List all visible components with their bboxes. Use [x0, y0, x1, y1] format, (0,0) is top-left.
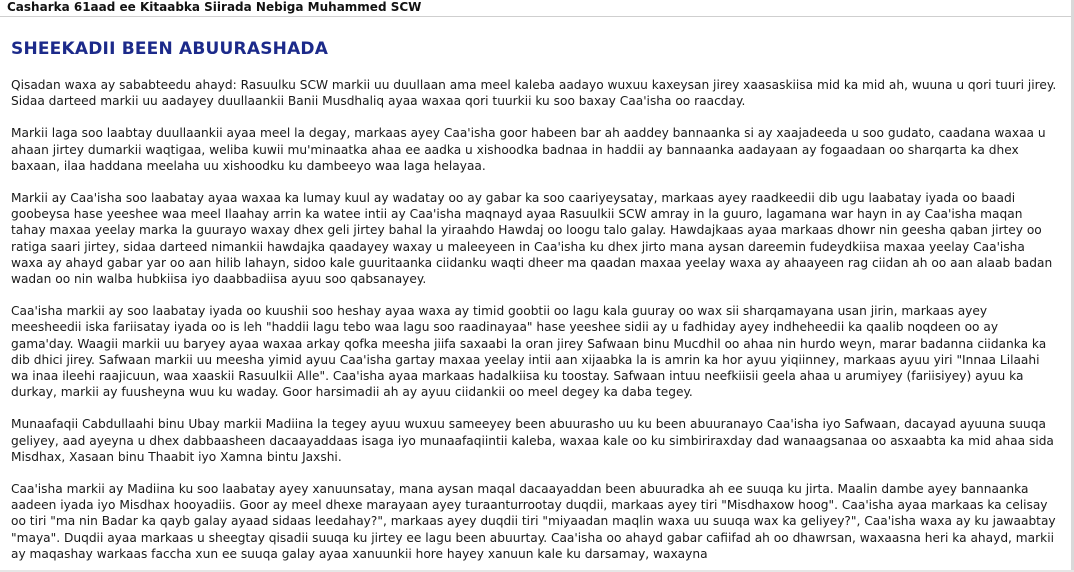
article-paragraph-2: Markii laga soo laabtay duullaankii ayaa meel la degay, markaas ayey Caa'isha goor habeen bar ah aaddey bannaanka si ay xaajadeeda u soo gudato, caadana waxaa u ahaan jirtey dumarkii waqtigaa, weliba kuwii mu'minaatka ahaa ee aadka u xishoodka badnaa in haddii ay bannaanka aadayaan ay fogaadaan oo sharqarta ka dhex baxaan, ilaa haddana meelaha uu xishoodku ku dambeeyo waa laga helayaa.: [11, 126, 1046, 173]
page-header-title: Casharka 61aad ee Kitaabka Siirada Nebiga Muhammed SCW: [7, 0, 422, 14]
article-paragraph-3: Markii ay Caa'isha soo laabatay ayaa waxaa ka lumay kuul ay wadatay oo ay gabar ka soo caariyeysatay, markaas ayey raadkeedii dib ugu laabatay iyada oo baadi goobeysa hase yeeshee waa meel Ilaahay arrin ka watee intii ay Caa'isha maqnayd ayaa Rasuulkii SCW amray in la guuro, lagamana war hayn in ay Caa'isha maqan tahay maxaa yeelay marka la guurayo waxay dhex geli jirtey bahal la yiraahdo Hawdaj oo loogu talo galay. Hawdajkaas ayaa markaas dhowr nin geesha qaban jirtey oo ratiga saari jirtey, sidaa darteed nimankii hawdajka qaadayey waxay u maleeyeen in Caa'isha ku dhex jirto mana aysan dareemin fudeydkiisa maxaa yeelay Caa'isha waxa ay ahayd gabar yar oo aan hilib lahayn, sidoo kale guuritaanka ciidanku waqti dheer ma qaadan maxaa yeelay waxa ay ahaayeen rag ciidan ah oo aan alaab badan wadan oo nin walba hubkiisa iyo daabbadiisa ayuu soo qabsanayey.: [11, 191, 1053, 287]
article-heading: SHEEKADII BEEN ABUURASHADA: [11, 39, 329, 59]
article-paragraph-5: Munaafaqii Cabdullaahi binu Ubay markii Madiina la tegey ayuu wuxuu sameeyey been abuurasho uu ku been abuuranayo Caa'isha iyo Safwaan, dacayad ayuuna suuqa geliyey, aad ayeyna u dhex dabbaasheen dacaayaddaas isaga iyo munaafaqiintii kaleba, waxaa kale oo ku simbiriraxday dad wanaagsanaa oo asxaabta ka mid ahaa sida Misdhax, Xasaan binu Thaabit iyo Xamna bintu Jaxshi.: [11, 417, 1054, 464]
article: [11, 38, 1059, 572]
article-paragraph-4: Caa'isha markii ay soo laabatay iyada oo kuushii soo heshay ayaa waxa ay timid goobtii oo lagu kala guuray oo wax sii sharqamayana usan jirin, markaas ayey meesheedii iska fariisatay iyada oo is leh "haddii lagu tebo waa lagu soo raadinayaa" hase yeeshee sidii ay u fadhiday ayey indheheedii ka qaalib noqdeen oo ay gama'day. Waagii markii uu baryey ayaa waxaa arkay qofka meesha jiifa saxaabi la oran jirey Safwaan binu Mucdhil oo ahaa nin hurdo weyn, marar badanna ciidanka ka dib dhici jirey. Safwaan markii uu meesha yimid ayuu Caa'isha gartay maxaa yeelay intii aan xijaabka la is amrin ka hor ayuu yiqiinney, markaas ayuu yiri "Innaa Lilaahi wa inaa ileehi raajicuun, waa xaaskii Rasuulkii Alle". Caa'isha ayaa markaas hadalkiisa ku toostay. Safwaan intuu neefkiisii geela ahaa u arumiyey (fariisiyey) ayuu ka durkay, markii ay fuusheyna wuu ku waday. Goor harsimadii ah ay ayuu ciidankii oo meel degey ka daba tegey.: [11, 304, 1047, 400]
page-header: [0, 0, 1074, 17]
article-paragraph-1: Qisadan waxa ay sababteedu ahayd: Rasuulku SCW markii uu duullaan ama meel kaleba aadayo wuxuu kaxeysan jirey xaasaskiisa mid ka mid ah, wuuna u qori tuuri jirey. Sidaa darteed markii uu aadayey duullaankii Banii Musdhaliq ayaa waxaa qori tuurkii ku soo baxay Caa'isha oo raacday.: [11, 78, 1057, 109]
article-paragraph-6: Caa'isha markii ay Madiina ku soo laabatay ayey xanuunsatay, mana aysan maqal dacaayaddan been abuuradka ah ee suuqa ku jirta. Maalin dambe ayey bannaanka aadeen iyada iyo Misdhax hooyadiis. Goor ay meel dhexe marayaan ayey turaanturrootay duqdii, markaas ayey tiri "Misdhaxow hoog". Caa'isha ayaa markaas ka celisay oo tiri "ma nin Badar ka qayb galay ayaad sidaas leedahay?", markaas ayey duqdii tiri "miyaadan maqlin waxa uu suuqa wax ka geliyey?", Caa'isha waxa ay ku jawaabtay "maya". Duqdii ayaa markaas u sheegtay qisadii suuqa ku jirtey ee lagu been abuurtay. Caa'isha oo ahayd gabar cafiifad ah oo dhawrsan, waxaasna heri ka ahayd, markii ay maqashay warkaas faccha xun ee suuqa galay ayaa xanuunkii hore hayey xanuun kale ku darsamay, waxayna: [11, 482, 1056, 561]
